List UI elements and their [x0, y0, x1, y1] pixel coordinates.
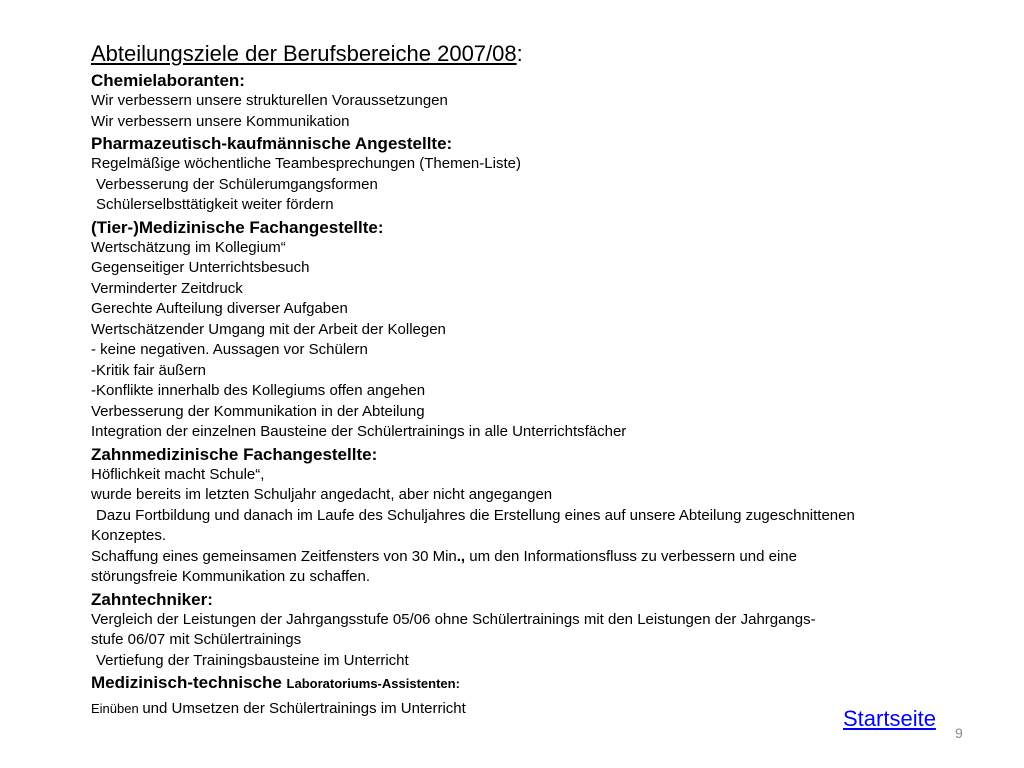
text-line: Verbesserung der Schülerumgangsformen [96, 175, 378, 193]
text-line: -Kritik fair äußern [91, 361, 207, 379]
text-line: Vertiefung der Trainingsbausteine im Unterricht [96, 651, 409, 669]
heading-mta [91, 672, 971, 694]
text-line: Konzeptes. [91, 527, 167, 544]
heading-zahntechniker: Zahntechniker: [91, 589, 213, 609]
title-text: Abteilungsziele der Berufsbereiche 2007/08 [91, 41, 517, 66]
text-line: Wir verbessern unsere strukturellen Voraussetzungen [91, 92, 448, 109]
text-segment-small: Einüben [91, 701, 143, 716]
text-line: Regelmäßige wöchentliche Teambesprechungen (Themen-Liste) [91, 155, 521, 172]
text-line: - keine negativen. Aussagen vor Schülern [91, 341, 368, 358]
text-line: Schülerselbsttätigkeit weiter fördern [96, 196, 334, 213]
text-segment: um den Informationsfluss zu verbessern und eine [465, 547, 797, 565]
text-line [91, 547, 971, 568]
text-line: Gerechte Aufteilung diverser Aufgaben [91, 300, 348, 317]
text-line: wurde bereits im letzten Schuljahr angedacht, aber nicht angegangen [91, 486, 553, 503]
text-line: störungsfreie Kommunikation zu schaffen. [91, 568, 371, 585]
text-line [91, 698, 971, 719]
heading-zahnmedizinische: Zahnmedizinische Fachangestellte: [91, 444, 378, 464]
text-line: stufe 06/07 mit Schülertrainings [91, 631, 302, 648]
text-line: Höflichkeit macht Schule“, [91, 465, 265, 483]
text-line: Wertschätzung im Kollegium“ [91, 238, 286, 256]
text-line: Integration der einzelnen Bausteine der Schülertrainings in alle Unterrichtsfächer [91, 423, 627, 440]
text-line: Dazu Fortbildung und danach im Laufe des Schuljahres die Erstellung eines auf unsere Abteilung zugeschnittenen [96, 506, 855, 524]
text-line: Vergleich der Leistungen der Jahrgangsstufe 05/06 ohne Schülertrainings mit den Leistungen der Jahrgangs- [91, 610, 816, 628]
heading-chemielaboranten: Chemielaboranten: [91, 71, 245, 90]
text-line: Verbesserung der Kommunikation in der Abteilung [91, 402, 425, 420]
text-segment: und Umsetzen der Schülertrainings im Unterricht [142, 700, 466, 717]
heading-pharmazeutisch: Pharmazeutisch-kaufmännische Angestellte: [91, 134, 453, 153]
heading-segment: Medizinisch-technische [91, 673, 287, 692]
text-line: -Konflikte innerhalb des Kollegiums offen angehen [91, 382, 426, 399]
text-line: Gegenseitiger Unterrichtsbesuch [91, 259, 310, 276]
title-colon: : [516, 41, 523, 66]
heading-medizinische-fachangestellte: (Tier-)Medizinische Fachangestellte: [91, 217, 384, 237]
text-segment: Schaffung eines gemeinsamen Zeitfensters von 30 Min [91, 547, 457, 565]
text-segment-bold: ., [456, 547, 466, 565]
slide-content [91, 40, 971, 719]
text-line: Verminderter Zeitdruck [91, 279, 243, 297]
text-line: Wertschätzender Umgang mit der Arbeit der Kollegen [91, 320, 446, 338]
heading-segment-small: Laboratoriums-Assistenten: [286, 676, 460, 691]
slide-title [91, 40, 971, 68]
text-line: Wir verbessern unsere Kommunikation [91, 112, 350, 130]
startseite-link[interactable]: Startseite [843, 706, 936, 731]
page-number: 9 [955, 725, 963, 741]
